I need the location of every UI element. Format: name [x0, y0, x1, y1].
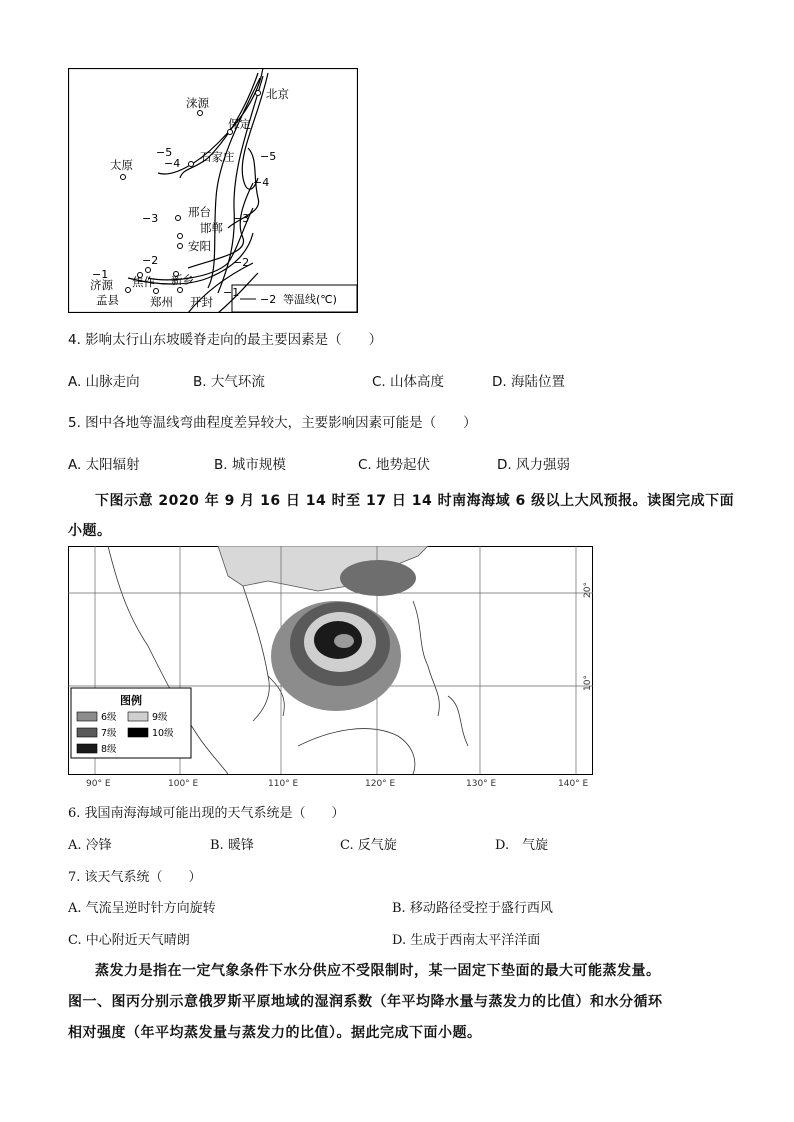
isotherm-label: −4	[164, 157, 181, 170]
q5-option-d[interactable]: D. 风力强弱	[497, 457, 570, 473]
lon-label: 120° E	[365, 779, 396, 789]
legend-label-9: 9级	[152, 712, 168, 723]
city-laiyuan: 涞源	[186, 96, 209, 110]
q7-option-b[interactable]: B. 移动路径受控于盛行西风	[392, 901, 553, 916]
q5-stem: 5. 图中各地等温线弯曲程度差异较大，主要影响因素可能是（ ）	[68, 415, 477, 431]
isotherm-label: −2	[233, 256, 250, 269]
q7-option-a[interactable]: A. 气流呈逆时针方向旋转	[68, 901, 216, 916]
city-xingtai: 邢台	[188, 205, 211, 219]
isotherm-label: −1	[223, 286, 240, 299]
q4-option-d[interactable]: D. 海陆位置	[492, 374, 565, 390]
q5-option-a[interactable]: A. 太阳辐射	[68, 457, 140, 473]
isotherm-label: −1	[92, 268, 109, 281]
city-shijiazhuang: 石家庄	[200, 150, 235, 164]
city-jiyuan: 济源	[90, 278, 113, 292]
map2-legend-title: 图例	[120, 694, 142, 707]
q6-option-c[interactable]: C. 反气旋	[340, 838, 397, 853]
city-handan: 邯郸	[200, 221, 223, 235]
legend-label-10: 10级	[152, 728, 174, 739]
intro2-line2: 小题。	[68, 523, 112, 539]
lat-label-20: 20°	[583, 582, 593, 598]
q4-option-b[interactable]: B. 大气环流	[193, 374, 265, 390]
q5-option-b[interactable]: B. 城市规模	[214, 457, 286, 473]
q7-option-d[interactable]: D. 生成于西南太平洋洋面	[392, 933, 541, 948]
q4-stem: 4. 影响太行山东坡暖脊走向的最主要因素是（ ）	[68, 332, 383, 348]
intro3-line2: 图一、图丙分别示意俄罗斯平原地域的湿润系数（年平均降水量与蒸发力的比值）和水分循环	[68, 994, 663, 1010]
map1-legend-label: 等温线(℃)	[283, 293, 337, 306]
city-zhengzhou: 郑州	[150, 295, 173, 309]
lon-label: 140° E	[558, 779, 589, 789]
city-xinxiang: 新乡	[171, 273, 194, 287]
map2-legend	[71, 688, 191, 758]
q6-option-d[interactable]: D. 气旋	[495, 838, 549, 853]
q6-stem: 6. 我国南海海域可能出现的天气系统是（ ）	[68, 806, 345, 821]
isotherm-label: −3	[233, 212, 250, 225]
isotherm-label: −5	[260, 150, 277, 163]
lon-label: 100° E	[168, 779, 199, 789]
city-anyang: 安阳	[188, 239, 211, 253]
city-kaifeng: 开封	[190, 295, 213, 309]
wind-forecast-map	[68, 546, 593, 791]
lon-label: 90° E	[86, 779, 111, 789]
intro3-line1: 蒸发力是指在一定气象条件下水分供应不受限制时，某一固定下垫面的最大可能蒸发量。	[95, 963, 661, 979]
city-beijing: 北京	[266, 87, 289, 101]
city-jiaozuo: 焦作	[132, 275, 155, 289]
lon-label: 110° E	[268, 779, 299, 789]
intro2-line1: 下图示意 2020 年 9 月 16 日 14 时至 17 日 14 时南海海域 6 级以上大风预报。读图完成下面	[95, 493, 735, 509]
city-mengxian: 孟县	[96, 293, 119, 307]
lon-label: 130° E	[466, 779, 497, 789]
intro3-line3: 相对强度（年平均蒸发量与蒸发力的比值）。据此完成下面小题。	[68, 1025, 482, 1041]
isotherm-label: −5	[156, 146, 173, 159]
q6-option-b[interactable]: B. 暖锋	[210, 838, 254, 853]
lat-label-10: 10°	[583, 675, 593, 691]
q7-stem: 7. 该天气系统（ ）	[68, 870, 202, 885]
city-baoding: 保定	[228, 117, 251, 131]
q4-option-c[interactable]: C. 山体高度	[372, 374, 445, 390]
isotherm-label: −3	[142, 212, 159, 225]
legend-label-8: 8级	[101, 744, 117, 755]
isotherm-label: −4	[253, 176, 270, 189]
q7-option-c[interactable]: C. 中心附近天气晴朗	[68, 933, 190, 948]
q6-option-a[interactable]: A. 冷锋	[68, 838, 112, 853]
q4-option-a[interactable]: A. 山脉走向	[68, 374, 140, 390]
legend-label-7: 7级	[101, 728, 117, 739]
q5-option-c[interactable]: C. 地势起伏	[358, 457, 431, 473]
map1-legend-value: −2	[260, 293, 277, 306]
isotherm-label: −2	[142, 254, 159, 267]
isotherm-map	[68, 68, 358, 313]
city-taiyuan: 太原	[110, 158, 133, 172]
legend-label-6: 6级	[101, 712, 117, 723]
